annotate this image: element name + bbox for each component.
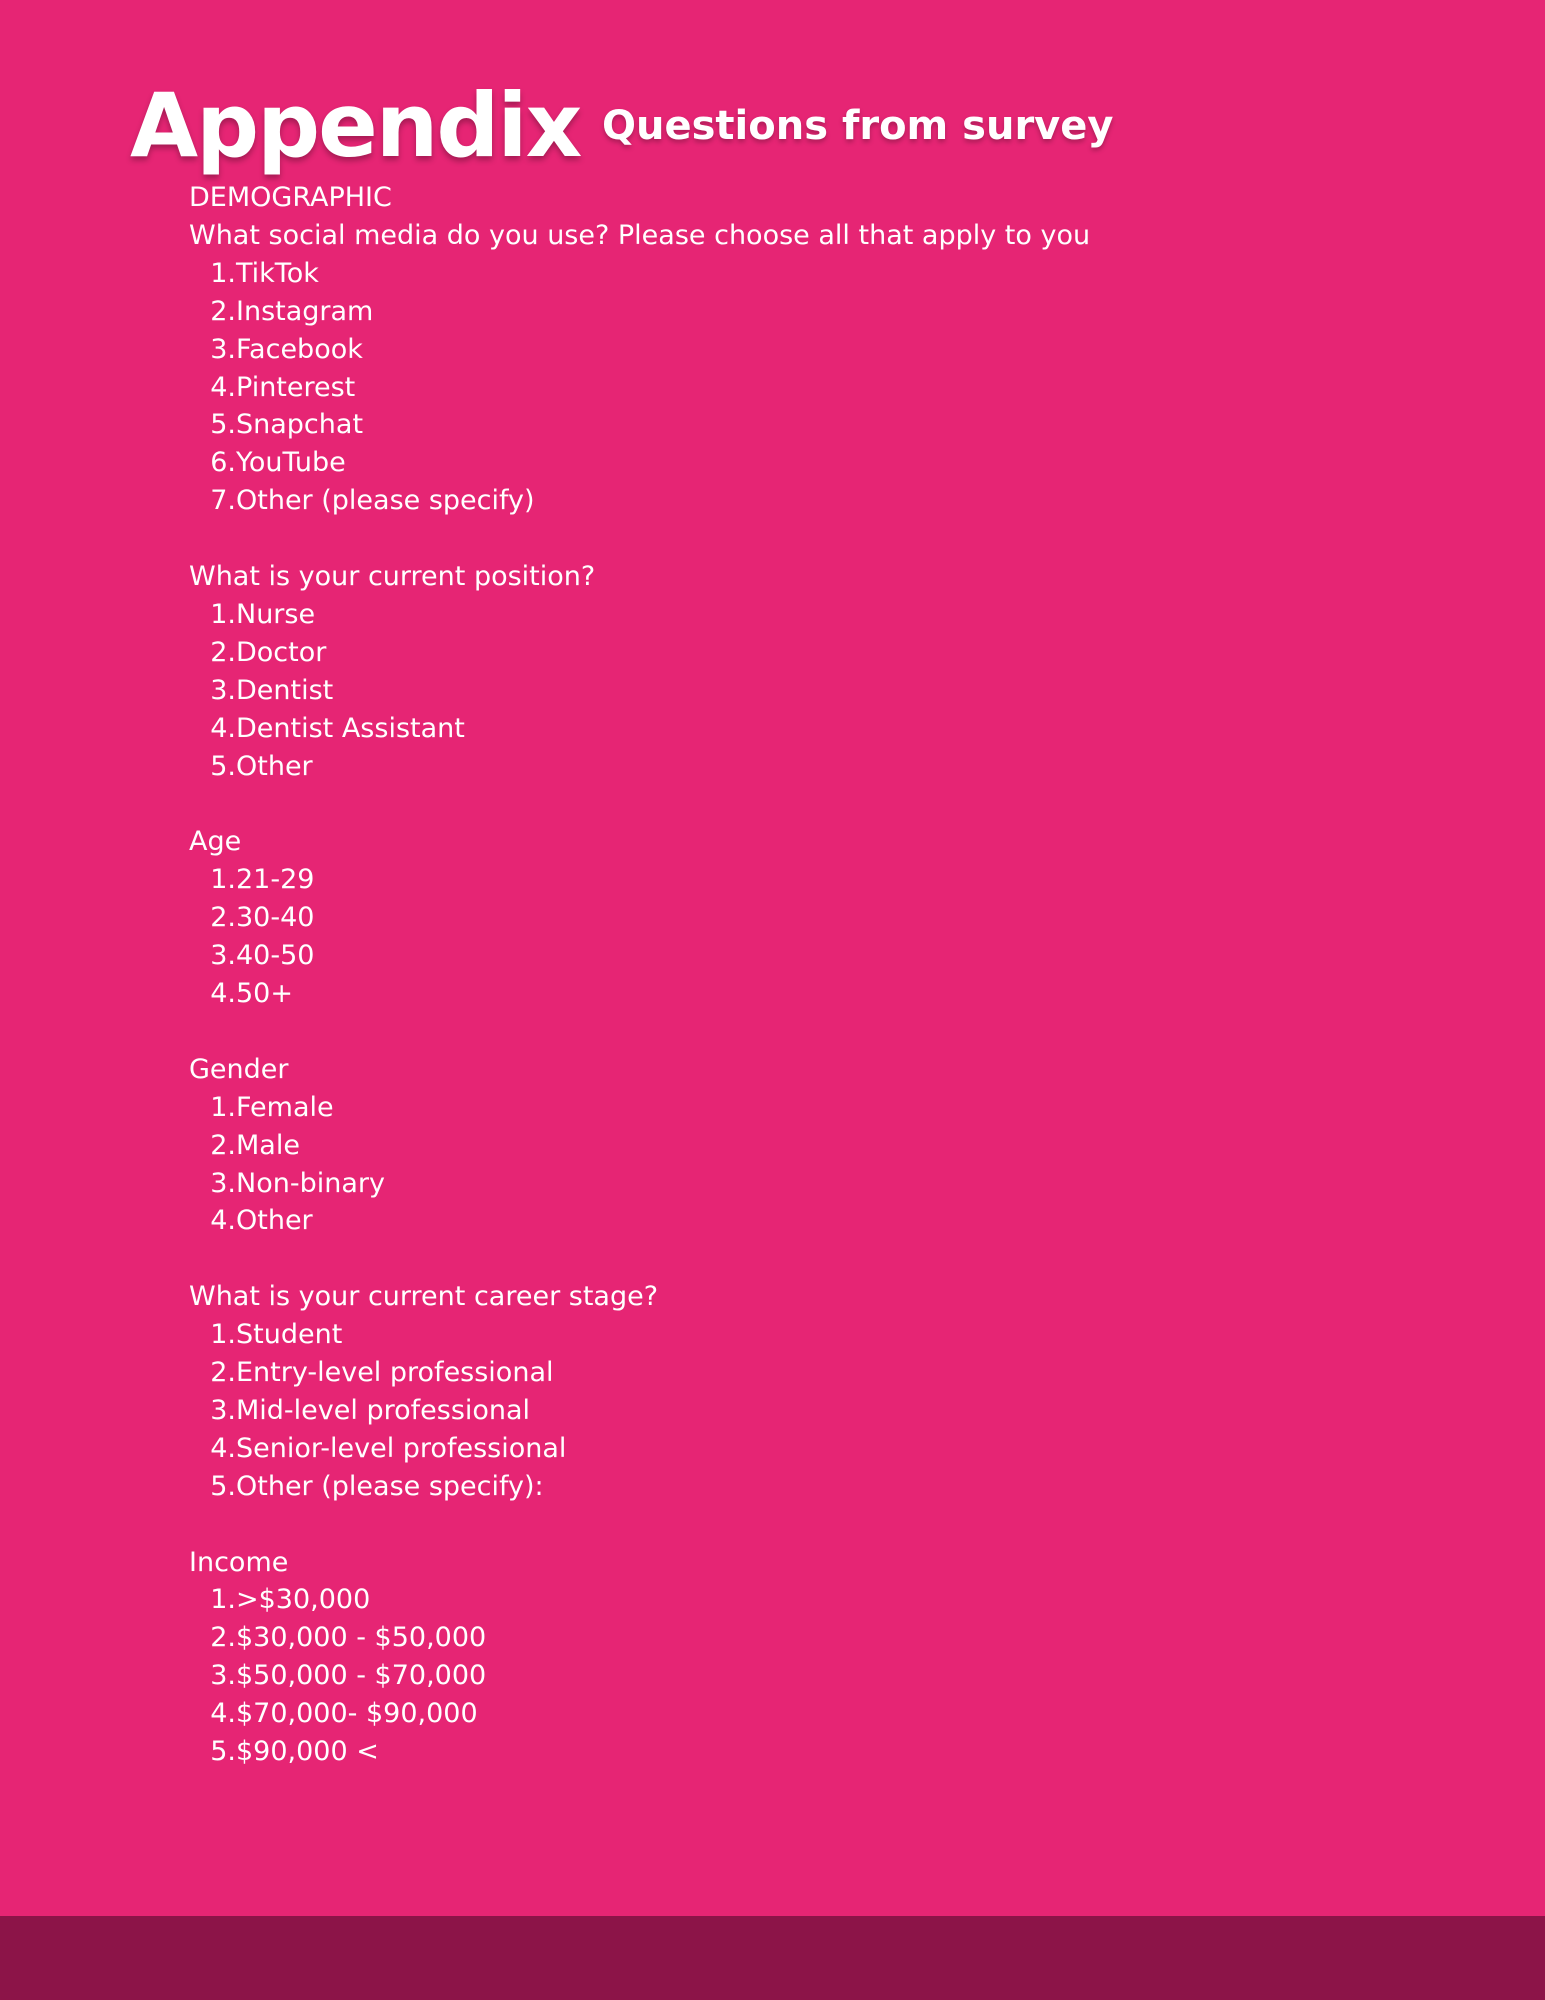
question-text: Income bbox=[189, 1546, 289, 1578]
question-text: What is your current position? bbox=[189, 561, 596, 593]
question-text: What is your current career stage? bbox=[189, 1281, 659, 1313]
option-label: Dentist bbox=[236, 674, 334, 706]
option-label: Other bbox=[236, 750, 313, 782]
question-block bbox=[189, 823, 1489, 1013]
option-label: >$30,000 bbox=[236, 1584, 371, 1616]
list-item bbox=[189, 1733, 1489, 1771]
list-item bbox=[189, 406, 1489, 444]
list-item bbox=[189, 1468, 1489, 1506]
list-item bbox=[189, 672, 1489, 710]
option-label: Other (please specify): bbox=[236, 1470, 544, 1502]
option-list bbox=[189, 1581, 1489, 1771]
question-block bbox=[189, 1278, 1489, 1505]
option-label: $90,000 < bbox=[236, 1736, 379, 1768]
option-number: 3. bbox=[210, 674, 236, 706]
survey-content bbox=[189, 179, 1489, 1771]
list-item bbox=[189, 293, 1489, 331]
list-item bbox=[189, 861, 1489, 899]
option-label: Pinterest bbox=[236, 371, 356, 403]
option-label: 50+ bbox=[236, 978, 293, 1009]
page-subtitle: Questions from survey bbox=[602, 103, 1114, 149]
list-item bbox=[189, 937, 1489, 975]
option-label: YouTube bbox=[236, 447, 346, 479]
question-spacer bbox=[189, 1240, 1489, 1278]
option-list bbox=[189, 255, 1489, 520]
option-number: 1. bbox=[210, 257, 236, 289]
option-number: 1. bbox=[210, 598, 236, 630]
option-number: 3. bbox=[210, 1660, 236, 1692]
list-item bbox=[189, 444, 1489, 482]
option-label: Female bbox=[236, 1091, 334, 1123]
option-label: Instagram bbox=[236, 295, 374, 327]
option-label: Doctor bbox=[236, 636, 327, 668]
list-item bbox=[189, 1392, 1489, 1430]
option-label: Other (please specify) bbox=[236, 485, 535, 517]
option-label: Dentist Assistant bbox=[236, 712, 465, 744]
list-item bbox=[189, 1581, 1489, 1619]
question-list bbox=[189, 217, 1489, 1771]
list-item bbox=[189, 1619, 1489, 1657]
list-item bbox=[189, 1657, 1489, 1695]
list-item bbox=[189, 1354, 1489, 1392]
option-number: 2. bbox=[210, 1129, 236, 1161]
option-label: Non-binary bbox=[236, 1167, 385, 1199]
question-block bbox=[189, 1051, 1489, 1241]
footer-band bbox=[0, 1916, 1545, 2000]
option-list bbox=[189, 596, 1489, 786]
list-item bbox=[189, 710, 1489, 748]
option-number: 5. bbox=[210, 1736, 236, 1768]
list-item bbox=[189, 596, 1489, 634]
list-item bbox=[189, 634, 1489, 672]
option-number: 7. bbox=[210, 485, 236, 517]
option-number: 3. bbox=[210, 1394, 236, 1426]
option-number: 5. bbox=[210, 1470, 236, 1502]
option-label: Nurse bbox=[236, 598, 316, 630]
list-item bbox=[189, 1202, 1489, 1240]
section-label: DEMOGRAPHIC bbox=[189, 182, 392, 213]
option-number: 1. bbox=[210, 1584, 236, 1616]
list-item bbox=[189, 331, 1489, 369]
option-number: 4. bbox=[210, 978, 236, 1009]
list-item bbox=[189, 1695, 1489, 1733]
option-number: 3. bbox=[210, 940, 236, 972]
option-list bbox=[189, 1089, 1489, 1241]
list-item bbox=[189, 482, 1489, 520]
option-number: 6. bbox=[210, 447, 236, 479]
option-label: $30,000 - $50,000 bbox=[236, 1622, 487, 1654]
option-label: 40-50 bbox=[236, 940, 315, 972]
option-label: Other bbox=[236, 1205, 313, 1237]
option-label: Snapchat bbox=[236, 409, 364, 441]
question-spacer bbox=[189, 520, 1489, 558]
option-number: 2. bbox=[210, 902, 236, 934]
option-number: 4. bbox=[210, 1432, 236, 1464]
option-number: 1. bbox=[210, 864, 236, 896]
option-number: 1. bbox=[210, 1091, 236, 1123]
list-item bbox=[189, 1165, 1489, 1203]
option-number: 4. bbox=[210, 371, 236, 403]
list-item bbox=[189, 1127, 1489, 1165]
option-label: 21-29 bbox=[236, 864, 315, 896]
list-item bbox=[189, 748, 1489, 786]
list-item bbox=[189, 1089, 1489, 1127]
list-item bbox=[189, 1430, 1489, 1468]
question-text: Gender bbox=[189, 1053, 289, 1085]
option-list bbox=[189, 861, 1489, 1013]
option-number: 4. bbox=[210, 712, 236, 744]
option-label: Senior-level professional bbox=[236, 1432, 567, 1464]
option-number: 2. bbox=[210, 1357, 236, 1389]
option-number: 2. bbox=[210, 1622, 236, 1654]
option-number: 1. bbox=[210, 1319, 236, 1351]
question-block bbox=[189, 1544, 1489, 1771]
list-item bbox=[189, 899, 1489, 937]
question-block bbox=[189, 558, 1489, 785]
question-text: What social media do you use? Please choose all that apply to you bbox=[189, 219, 1091, 251]
option-number: 5. bbox=[210, 750, 236, 782]
option-label: Facebook bbox=[236, 333, 363, 365]
question-spacer bbox=[189, 1013, 1489, 1051]
option-label: Mid-level professional bbox=[236, 1394, 531, 1426]
option-number: 3. bbox=[210, 333, 236, 365]
option-label: $70,000- $90,000 bbox=[236, 1698, 478, 1730]
list-item bbox=[189, 1316, 1489, 1354]
option-list bbox=[189, 1316, 1489, 1506]
option-label: Male bbox=[236, 1129, 300, 1161]
option-number: 3. bbox=[210, 1167, 236, 1199]
option-number: 4. bbox=[210, 1205, 236, 1237]
page-title: Appendix bbox=[130, 74, 581, 177]
option-label: Entry-level professional bbox=[236, 1357, 554, 1389]
option-label: $50,000 - $70,000 bbox=[236, 1660, 487, 1692]
question-block bbox=[189, 217, 1489, 520]
option-label: 30-40 bbox=[236, 902, 315, 934]
option-label: Student bbox=[236, 1319, 343, 1351]
option-label: TikTok bbox=[236, 257, 319, 289]
option-number: 2. bbox=[210, 636, 236, 668]
list-item bbox=[189, 255, 1489, 293]
question-spacer bbox=[189, 785, 1489, 823]
option-number: 5. bbox=[210, 409, 236, 441]
question-text: Age bbox=[189, 826, 242, 858]
list-item bbox=[189, 369, 1489, 407]
option-number: 4. bbox=[210, 1698, 236, 1730]
question-spacer bbox=[189, 1506, 1489, 1544]
list-item bbox=[189, 975, 1489, 1013]
option-number: 2. bbox=[210, 295, 236, 327]
